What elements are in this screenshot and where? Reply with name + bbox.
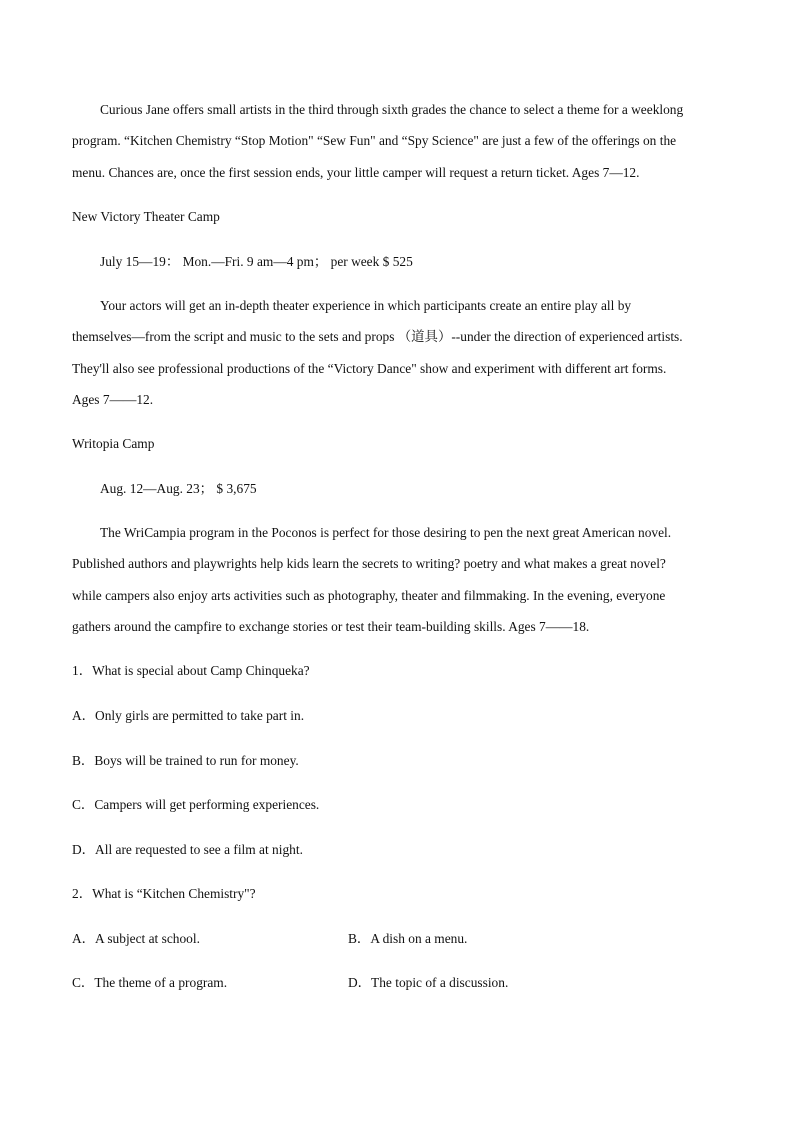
question-1-option-d: D．All are requested to see a film at night. <box>72 842 303 857</box>
writopia-camp-heading: Writopia Camp <box>72 436 155 451</box>
question-2-option-a: A．A subject at school. <box>72 931 200 946</box>
victory-camp-heading: New Victory Theater Camp <box>72 209 220 224</box>
victory-paragraph-line-4: Ages 7——12. <box>72 392 154 407</box>
writopia-paragraph-line-2: Published authors and playwrights help kids learn the secrets to writing? poetry and what makes a great novel? <box>72 556 666 571</box>
question-2-stem: 2．What is “Kitchen Chemistry"? <box>72 886 256 901</box>
jane-paragraph-line-2: program. “Kitchen Chemistry “Stop Motion" “Sew Fun" and “Spy Science" are just a few of the offerings on the <box>72 133 677 148</box>
victory-paragraph-line-1: Your actors will get an in-depth theater experience in which participants create an entire play all by <box>100 298 632 313</box>
question-1-option-b: B．Boys will be trained to run for money. <box>72 753 299 768</box>
victory-paragraph-line-3: They'll also see professional productions of the “Victory Dance" show and experiment with different art forms. <box>72 361 667 376</box>
writopia-paragraph-line-3: while campers also enjoy arts activities such as photography, theater and filmmaking. In the evening, everyone <box>72 588 666 603</box>
question-1-option-c: C．Campers will get performing experiences. <box>72 797 320 812</box>
jane-paragraph-line-1: Curious Jane offers small artists in the third through sixth grades the chance to select a theme for a weeklong <box>100 102 684 117</box>
question-1-stem: 1．What is special about Camp Chinqueka? <box>72 663 310 678</box>
jane-paragraph-line-3: menu. Chances are, once the first session ends, your little camper will request a return ticket. Ages 7—12. <box>72 165 640 180</box>
victory-camp-schedule: July 15—19： Mon.—Fri. 9 am—4 pm； per week $ 525 <box>100 254 413 269</box>
victory-paragraph-line-2: themselves—from the script and music to the sets and props （道具）--under the direction of experienced artists. <box>72 329 683 344</box>
writopia-paragraph-line-4: gathers around the campfire to exchange stories or test their team-building skills. Ages 7——18. <box>72 619 590 634</box>
writopia-paragraph-line-1: The WriCampia program in the Poconos is perfect for those desiring to pen the next great American novel. <box>100 525 672 540</box>
question-2-option-b: B．A dish on a menu. <box>348 931 468 946</box>
question-2-option-c: C．The theme of a program. <box>72 975 228 990</box>
question-1-option-a: A．Only girls are permitted to take part in. <box>72 708 305 723</box>
writopia-camp-schedule: Aug. 12—Aug. 23； $ 3,675 <box>100 481 257 496</box>
question-2-option-d: D．The topic of a discussion. <box>348 975 509 990</box>
